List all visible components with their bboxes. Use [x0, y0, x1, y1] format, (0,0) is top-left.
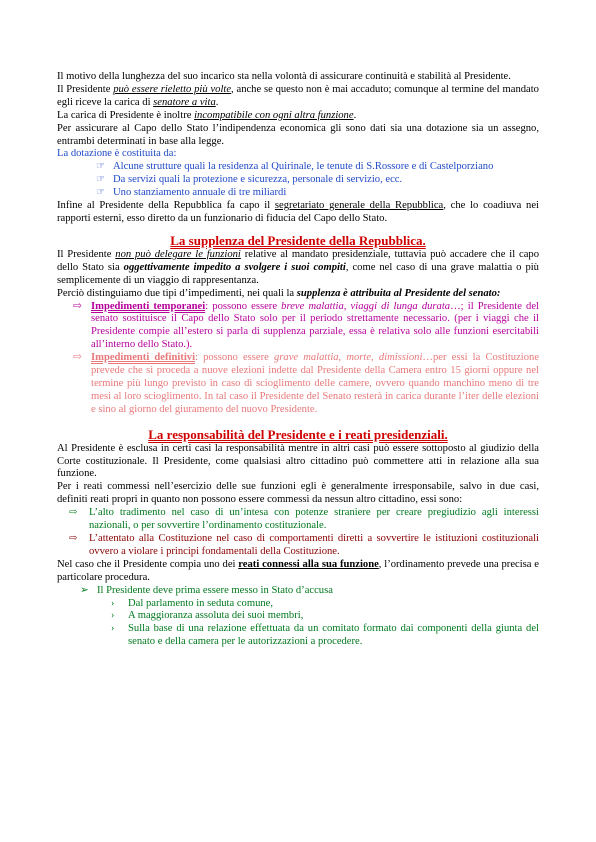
intro-paragraph-4: Per assicurare al Capo dello Stato l’indipendenza economica gli sono dati sia una dotazione sia un assegno, entrambi determinati in base alla legge.: [57, 122, 539, 147]
dotazione-title: La dotazione è costituita da:: [57, 148, 177, 160]
responsabilita-heading: La responsabilità del Presidente e i reati presidenziali.: [148, 426, 448, 442]
segretariato-phrase: segretariato generale della Repubblica: [274, 200, 444, 212]
procedura-title-item: ➢ Il Presidente deve prima essere messo in Stato d’accusa: [80, 584, 333, 596]
list-item: › Dal parlamento in seduta comune,: [111, 597, 274, 609]
supplenza-heading: La supplenza del Presidente della Repubblica.: [170, 232, 426, 248]
arrow-outline-icon: ⇨: [69, 533, 78, 544]
incompatibile-phrase: incompatibile con ogni altra funzione: [194, 109, 354, 121]
impedimenti-definitivi-item: ⇨ Impedimenti definitivi: possono essere grave malattia, morte, dimissioni…per essi la Costituzione prevede che si proceda a nuove elezioni indette dal Presidente della Camera entro 15 giorni oppure nel termine più lungo previsto in caso di scioglimento delle camere, ovvero quando manchino meno di tre mesi al loro scioglimento. In tal caso il Presidente del Senato resterà in carica durante l’iter delle elezioni e sino al giorno del giuramento del nuovo Presidente.: [73, 352, 540, 415]
non-delegare-phrase: non può delegare le funzioni: [115, 248, 241, 260]
procedura-sub-list: [57, 598, 539, 650]
responsabilita-paragraph-1: Al Presidente è esclusa in certi casi la responsabilità mentre in altri casi può essere sottoposto al giudizio della Corte costituzionale. Il Presidente, come qualsiasi altro cittadino può commettere atti in relazione alla sua funzione.: [57, 442, 539, 480]
intro-paragraph-3: La carica di Presidente è inoltre incompatibile con ogni altra funzione.: [57, 109, 357, 121]
pointing-hand-icon: ☞: [96, 187, 105, 199]
intro-paragraph-1: Il motivo della lunghezza del suo incarico sta nella volontà di assicurare continuità e stabilità al Presidente.: [57, 71, 511, 82]
outlined-arrow-icon: ⇨: [73, 300, 82, 312]
list-item: ☞ Uno stanziamento annuale di tre miliardi: [96, 187, 287, 199]
impedimenti-list: [57, 301, 539, 417]
chevron-right-icon: ›: [111, 623, 115, 635]
chevron-right-icon: ›: [111, 597, 115, 609]
pointing-hand-icon: ☞: [96, 174, 105, 186]
arrowhead-icon: ➢: [80, 584, 89, 596]
supplenza-paragraph-2: Perciò distinguiamo due tipi d’impedimenti, nei quali la supplenza è attribuita al Presidente del senato:: [57, 287, 501, 299]
arrow-outline-icon: ⇨: [69, 507, 78, 519]
rieletto-phrase: può essere rieletto più volte: [113, 83, 232, 95]
list-item: › Sulla base di una relazione effettuata da un comitato formato dai componenti della giunta del senato e della camera per le autorizzazioni a procedere.: [111, 623, 539, 648]
supplenza-paragraph-1: Il Presidente non può delegare le funzioni relative al mandato presidenziale, tuttavia può accadere che il capo dello Stato sia oggettivamente impedito a svolgere i suoi compiti, come nel caso di una grave malattia o più semplicemente di un viaggio di rappresentanza.: [57, 248, 539, 286]
list-item: ☞ Alcune strutture quali la residenza al Quirinale, le tenute di S.Rossore e di Castelporziano: [96, 161, 494, 173]
procedura-list: [57, 585, 539, 598]
list-item: › A maggioranza assoluta dei suoi membri,: [111, 610, 304, 622]
list-item: ☞ Da servizi quali la protezione e sicurezza, personale di servizio, ecc.: [96, 174, 403, 186]
document-page: [57, 71, 539, 649]
impedimenti-temporanei-item: ⇨ Impedimenti temporanei: possono essere breve malattia, viaggi di lunga durata…; il Presidente del senato sostituisce il Capo dello Stato solo per il periodo strettamente necessario. (per i viaggi che il Presidente compie all’estero si parla di supplenza parziale, essa è relativa solo alle funzioni esercitabili all’interno dello Stato.).: [73, 300, 539, 351]
supplenza-attribuita-phrase: supplenza è attribuita al Presidente del senato:: [296, 287, 501, 299]
impedito-phrase: oggettivamente impedito a svolgere i suoi compiti: [123, 261, 346, 273]
intro-paragraph-2: Il Presidente può essere rieletto più volte, anche se questo non è mai accaduto; comunque al termine del mandato egli riceve la carica di senatore a vita.: [57, 83, 539, 108]
responsabilita-paragraph-3: Nel caso che il Presidente compia uno dei reati connessi alla sua funzione, l’ordinamento prevede una precisa e particolare procedura.: [57, 558, 539, 583]
chevron-right-icon: ›: [111, 610, 115, 622]
attentato-costituzione-item: ⇨ L’attentato alla Costituzione nel caso di comportamenti diretti a sovvertire le istituzioni costituzionali ovvero a violare i principi fondamentali della Costituzione.: [69, 533, 539, 557]
outlined-arrow-icon: ⇨: [73, 352, 82, 364]
reati-connessi-phrase: reati connessi alla sua funzione: [238, 558, 379, 570]
senatore-vita-phrase: senatore a vita: [153, 96, 216, 108]
dotazione-list: [57, 161, 539, 200]
responsabilita-paragraph-2: Per i reati commessi nell’esercizio delle sue funzioni egli è generalmente irresponsabile, salvo in due casi, definiti reati propri in quanto non possono essere commessi da nessun altro cittadino, essi sono:: [57, 481, 539, 506]
intro-paragraph-5: Infine al Presidente della Repubblica fa capo il segretariato generale della Repubblica, che lo coadiuva nei rapporti esterni, esso diretto da un funzionario di fiducia del Capo dello Stato.: [57, 200, 539, 224]
alto-tradimento-item: ⇨ L’alto tradimento nel caso di un’intesa con potenze straniere per creare pregiudizio agli interessi nazionali, o per sovvertire l’ordinamento costituzionale.: [69, 507, 539, 532]
pointing-hand-icon: ☞: [96, 161, 105, 173]
reati-list: [57, 507, 539, 559]
